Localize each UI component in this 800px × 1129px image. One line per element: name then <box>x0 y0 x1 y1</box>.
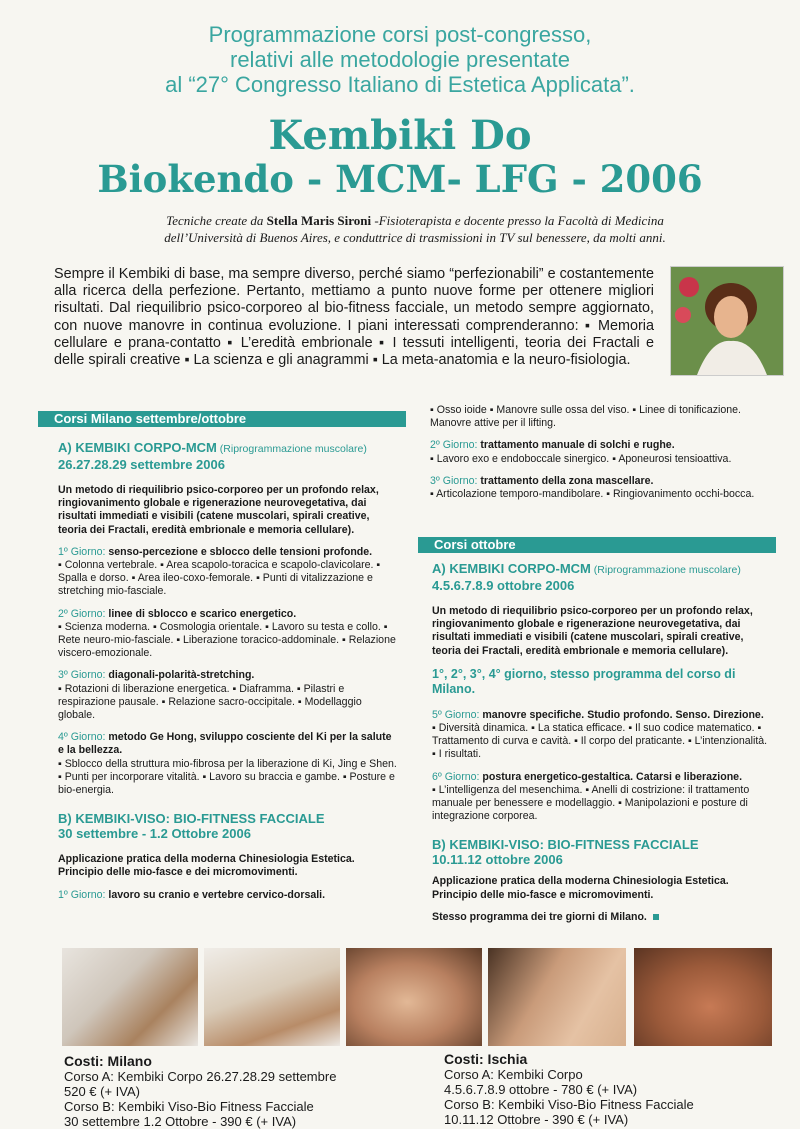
day-label: 6º Giorno: <box>432 770 483 783</box>
photo-massage-1 <box>62 948 198 1046</box>
day-title: metodo Ge Hong, sviluppo cosciente del Ki per la salute e la bellezza. <box>58 731 392 757</box>
same-days-note <box>432 911 772 924</box>
day-label: 4º Giorno: <box>58 731 109 744</box>
day-label: 2º Giorno: <box>58 607 109 620</box>
milano-courseB-dates: 30 settembre - 1.2 Ottobre 2006 <box>58 826 251 842</box>
costs-ischia-line-3: Corso B: Kembiki Viso-Bio Fitness Facciale <box>444 1097 694 1112</box>
milano-courseB-lead: Applicazione pratica della moderna Chinesiologia Estetica. Principio delle mio-fasce e dei micromovimenti. <box>58 853 355 879</box>
intro-header <box>0 22 800 97</box>
costs-milano-heading: Costi: Milano <box>64 1053 152 1069</box>
day-title: trattamento manuale di solchi e rughe. <box>480 439 675 452</box>
day-title: linee di sblocco e scarico energetico. <box>108 607 297 620</box>
ottobre-column <box>432 561 772 933</box>
milano-courseA-dates: 26.27.28.29 settembre 2006 <box>58 457 225 472</box>
day-text: ▪ Sblocco della struttura mio-fibrosa per la liberazione di Ki, Jing e Shen. ▪ Punti per incorporare vitalità. ▪ Lavoro su braccia e gambe. ▪ Posture e bio-energia. <box>58 757 397 797</box>
day-text: ▪ Rotazioni di liberazione energetica. ▪ Diaframma. ▪ Pilastri e respirazione pausale. ▪ Relazione sacro-occipitale. ▪ Modellaggio globale. <box>58 682 362 722</box>
ottobre-courseA-lead: Un metodo di riequilibrio psico-corporeo per un profondo relax, ringiovanimento globale e rigenerazione neurovegetativa, dai risultati immediati e visibili (catene muscolari, spirali creative, teoria dei Fractali, eredità embrionale e memoria cellulare). <box>432 605 753 657</box>
main-title: Kembiki Do <box>268 112 532 159</box>
milano-day-3 <box>58 669 398 722</box>
milano-day-1 <box>58 546 398 599</box>
milano-courseA-sub: (Riprogrammazione muscolare) <box>216 443 367 455</box>
day-text: ▪ Diversità dinamica. ▪ La statica efficace. ▪ Il suo codice matematico. ▪ Trattamento di curva e cavità. ▪ Il corpo del praticante. ▪ L’intenzionalità. ▪ I risultati. <box>432 722 768 761</box>
day-label: 5º Giorno: <box>432 708 483 721</box>
courseB-continuation: ▪ Osso ioide ▪ Manovre sulle ossa del viso. ▪ Linee di tonificazione. Manovre attive per il lifting. <box>430 404 741 430</box>
day-text: ▪ Scienza moderna. ▪ Cosmologia orientale. ▪ Lavoro su testa e collo. ▪ Rete neuro-mio-fasciale. ▪ Liberazione toracico-addominale. ▪ Relazione viscero-emozionale. <box>58 620 396 660</box>
day-text: ▪ Colonna vertebrale. ▪ Area scapolo-toracica e scapolo-clavicolare. ▪ Spalla e dorso. ▪ Area ileo-coxo-femorale. ▪ Punti di vitalizzazione e stretching mio-fasciale. <box>58 559 381 598</box>
ottobre-day-5 <box>432 709 772 762</box>
photo-massage-5 <box>634 948 772 1046</box>
credits <box>90 212 740 246</box>
ottobre-courseA-title: A) KEMBIKI CORPO-MCM <box>432 561 591 576</box>
day-label: 1º Giorno: <box>58 888 109 901</box>
costs-ischia-line-1: Corso A: Kembiki Corpo <box>444 1067 583 1082</box>
ottobre-courseA-heading <box>432 561 772 593</box>
milano-day-4 <box>58 731 398 797</box>
day-label: 2º Giorno: <box>430 439 481 452</box>
day-title: manovre specifiche. Studio profondo. Senso. Direzione. <box>482 708 764 721</box>
ottobre-bar: Corsi ottobre <box>418 537 776 553</box>
end-square-icon <box>653 914 659 920</box>
same-days-text: Stesso programma dei tre giorni di Milano. <box>432 910 647 923</box>
costs-ischia-line-4: 10.11.12 Ottobre - 390 € (+ IVA) <box>444 1112 629 1127</box>
photo-massage-4 <box>488 948 626 1046</box>
photo-massage-3 <box>346 948 482 1046</box>
right-day-2 <box>430 439 770 465</box>
costs-milano-line-4: 30 settembre 1.2 Ottobre - 390 € (+ IVA) <box>64 1114 297 1129</box>
credits-name: Stella Maris Sironi <box>266 213 372 228</box>
credits-line-2: dell’Università di Buenos Aires, e conduttrice di trasmissioni in TV sul benessere, da molti anni. <box>164 230 666 245</box>
right-day-3 <box>430 475 770 501</box>
milano-courseA-lead: Un metodo di riequilibrio psico-corporeo per un profondo relax, ringiovanimento globale e rigenerazione neurovegetativa, dai risultati immediati e visibili (catene muscolari, spirali creative, teoria dei Fractali, eredità embrionale e memoria cellulare). <box>58 484 379 536</box>
ottobre-courseB-heading <box>432 837 772 867</box>
day-title: lavoro su cranio e vertebre cervico-dorsali. <box>108 888 326 901</box>
costs-milano-line-3: Corso B: Kembiki Viso-Bio Fitness Facciale <box>64 1099 314 1114</box>
day-title: diagonali-polarità-stretching. <box>108 669 255 682</box>
ottobre-courseB-lead: Applicazione pratica della moderna Chinesiologia Estetica. Principio delle mio-fasce e micromovimenti. <box>432 875 729 901</box>
intro-line-1: Programmazione corsi post-congresso, <box>208 22 592 47</box>
portrait-photo <box>670 266 784 376</box>
costs-ischia-line-2: 4.5.6.7.8.9 ottobre - 780 € (+ IVA) <box>444 1082 638 1097</box>
day-title: postura energetico-gestaltica. Catarsi e liberazione. <box>482 770 743 783</box>
ottobre-courseB-title: B) KEMBIKI-VISO: BIO-FITNESS FACCIALE <box>432 837 699 853</box>
milano-courseB-day-1 <box>58 889 398 902</box>
intro-text: Sempre il Kembiki di base, ma sempre diverso, perché siamo “perfezionabili” e costantemente alla ricerca della perfezione. Pertanto, mettiamo a punto nuove forme per ottenere migliori risultati. Dal riequilibrio psico-corporeo al bio-fitness facciale, un metodo sempre aggiornato, con nuove manovre in continua evoluzione. I piani interessati comprenderanno: ▪ Memoria cellulare e prana-contatto ▪ L’eredità embrionale ▪ I tessuti intelligenti, teoria dei Fractali e delle spirali creative ▪ La scienza e gli anagrammi ▪ La meta-anatomia e la neuro-fisiologia. <box>54 266 654 369</box>
credits-prefix: Tecniche create da <box>166 213 267 228</box>
milano-courseA-heading <box>58 440 398 472</box>
milano-bar: Corsi Milano settembre/ottobre <box>38 411 406 427</box>
milano-courseB-heading <box>58 811 398 841</box>
day-title: senso-percezione e sblocco delle tensioni profonde. <box>108 545 373 558</box>
photo-massage-2 <box>204 948 340 1046</box>
ottobre-courseA-sub: (Riprogrammazione muscolare) <box>590 564 741 576</box>
costs-ischia-heading: Costi: Ischia <box>444 1051 528 1067</box>
credits-rest: -Fisioterapista e docente presso la Facoltà di Medicina <box>371 213 664 228</box>
portrait-illustration <box>671 267 783 375</box>
day-label: 3º Giorno: <box>430 474 481 487</box>
milano-column <box>58 440 398 911</box>
costs-milano-line-2: 520 € (+ IVA) <box>64 1084 140 1099</box>
milano-courseA-title: A) KEMBIKI CORPO-MCM <box>58 440 217 455</box>
day-text: ▪ Articolazione temporo-mandibolare. ▪ Ringiovanimento occhi-bocca. <box>430 488 755 501</box>
ottobre-courseA-dates: 4.5.6.7.8.9 ottobre 2006 <box>432 578 575 593</box>
costs-ischia <box>444 1052 784 1127</box>
costs-milano-line-1: Corso A: Kembiki Corpo 26.27.28.29 settembre <box>64 1069 337 1084</box>
same-program-note: 1°, 2°, 3°, 4° giorno, stesso programma del corso di Milano. <box>432 666 736 696</box>
day-label: 1º Giorno: <box>58 545 109 558</box>
right-column-top <box>430 404 770 510</box>
ottobre-day-6 <box>432 771 772 824</box>
intro-line-2: relativi alle metodologie presentate <box>230 47 570 72</box>
day-label: 3º Giorno: <box>58 669 109 682</box>
photo-strip <box>62 948 772 1048</box>
day-title: trattamento della zona mascellare. <box>480 474 654 487</box>
intro-line-3: al “27° Congresso Italiano di Estetica Applicata”. <box>165 72 635 97</box>
costs-milano <box>64 1054 404 1129</box>
sub-title: Biokendo - MCM- LFG - 2006 <box>97 157 703 201</box>
day-text: ▪ Lavoro exo e endoboccale sinergico. ▪ Aponeurosi tensioattiva. <box>430 452 732 465</box>
milano-courseB-title: B) KEMBIKI-VISO: BIO-FITNESS FACCIALE <box>58 811 325 827</box>
day-text: ▪ L’intelligenza del mesenchima. ▪ Anelli di costrizione: il trattamento manuale per benessere e modellaggio. ▪ Manipolazioni e posture di integrazione corporea. <box>432 783 750 823</box>
milano-day-2 <box>58 608 398 661</box>
ottobre-courseB-dates: 10.11.12 ottobre 2006 <box>432 852 563 868</box>
